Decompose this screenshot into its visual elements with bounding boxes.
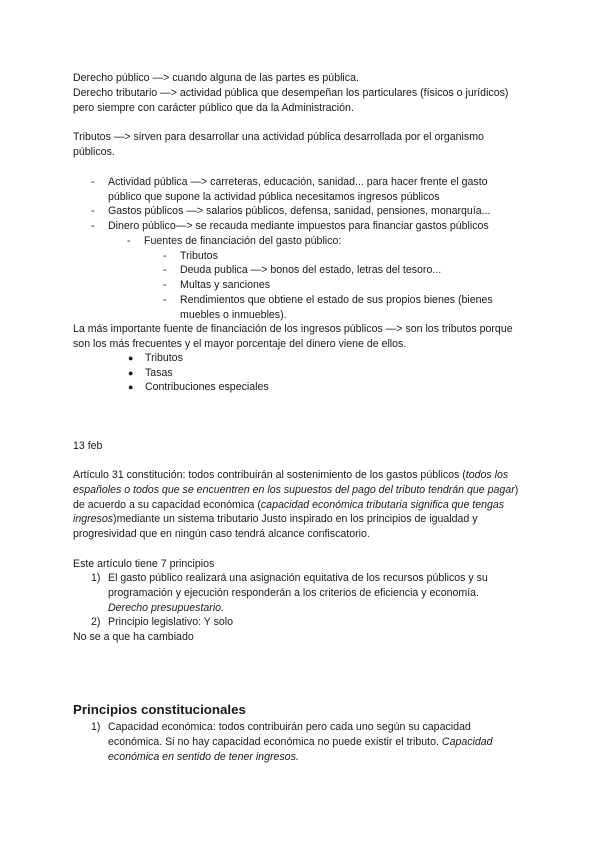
principle-1-text: El gasto público realizará una asignación equitativa de los recursos públicos y su programación y ejecución responderán a los criterios de eficiencia y economía. — [108, 572, 488, 599]
principle-item-1 — [108, 571, 518, 615]
principle-item-2: Principio legislativo: Y solo — [108, 616, 234, 628]
dash-marker: - — [163, 294, 167, 306]
date-label: 13 feb — [73, 440, 103, 452]
bullet-marker: ● — [128, 353, 134, 363]
source-item-tributos: Tributos — [180, 250, 218, 262]
source-item-deuda: Deuda publica —> bonos del estado, letras del tesoro... — [180, 264, 442, 276]
capacity-text: Capacidad económica: todos contribuirán pero cada uno según su capacidad económica. Si no hay capacidad económica no puede existir el tributo. — [108, 721, 471, 748]
capacity-italic: Capacidad económica en sentido de tener ingresos. — [108, 735, 493, 763]
main-source-paragraph: La más importante fuente de financiación de los ingresos públicos —> son los tributos porque son los más frecuentes y el mayor porcentaje del dinero viene de ellos. — [73, 323, 513, 350]
source-item-rendimientos: Rendimientos que obtiene el estado de sus propios bienes (bienes muebles o inmuebles). — [180, 294, 493, 321]
dash-marker: - — [91, 205, 95, 217]
bullet-marker: ● — [128, 382, 134, 392]
dash-marker: - — [163, 264, 167, 276]
bullet-item-tasas: Tasas — [145, 367, 173, 379]
intro-public-law: Derecho público —> cuando alguna de las partes es pública. — [73, 72, 359, 84]
bullet-item-tributos: Tributos — [145, 352, 183, 364]
dash-marker: - — [127, 235, 131, 247]
list-number: 1) — [91, 572, 101, 584]
list-item-gastos: Gastos públicos —> salarios públicos, defensa, sanidad, pensiones, monarquía... — [108, 205, 491, 217]
constitutional-principle-1 — [108, 720, 526, 764]
tributos-definition: Tributos —> sirven para desarrollar una actividad pública desarrollada por el organismo públicos. — [73, 131, 484, 158]
list-item-actividad: Actividad pública —> carreteras, educación, sanidad... para hacer frente el gasto público que supone la actividad pública necesitamos ingresos públicos — [108, 176, 488, 203]
article-31-paragraph — [73, 468, 528, 542]
article-italic-1: todos los españoles o todos que se encuentren en los supuestos del pago del tributo tendrán que pagar — [73, 469, 515, 496]
note-text: No se a que ha cambiado — [73, 631, 194, 643]
principle-1-italic: Derecho presupuestario. — [108, 601, 225, 614]
list-number: 1) — [91, 721, 101, 733]
article-text-2: ) de acuerdo a su capacidad económica ( — [73, 483, 519, 511]
principles-intro: Este artículo tiene 7 principios — [73, 558, 215, 570]
list-item-dinero: Dinero público—> se recauda mediante impuestos para financiar gastos públicos — [108, 220, 489, 232]
dash-marker: - — [163, 279, 167, 291]
bullet-item-contribuciones: Contribuciones especiales — [145, 381, 269, 393]
dash-marker: - — [91, 220, 95, 232]
intro-tax-law: Derecho tributario —> actividad pública que desempeñan los particulares (físicos o jurídicos) pero siempre con carácter público que da la Administración. — [73, 87, 509, 114]
section-heading: Principios constitucionales — [73, 702, 246, 717]
dash-marker: - — [163, 250, 167, 262]
source-item-multas: Multas y sanciones — [180, 279, 271, 291]
list-number: 2) — [91, 616, 101, 628]
list-item-fuentes: Fuentes de financiación del gasto público: — [144, 235, 342, 247]
article-text-1: Artículo 31 constitución: todos contribuirán al sostenimiento de los gastos públicos ( — [73, 469, 466, 481]
article-text-3: )mediante un sistema tributario Justo inspirado en los principios de igualdad y progresividad que en ningún caso tendrá alcance confiscatorio. — [73, 513, 478, 541]
bullet-marker: ● — [128, 368, 134, 378]
dash-marker: - — [91, 176, 95, 188]
article-italic-2: capacidad económica tributaria significa que tengas ingresos — [73, 498, 505, 526]
